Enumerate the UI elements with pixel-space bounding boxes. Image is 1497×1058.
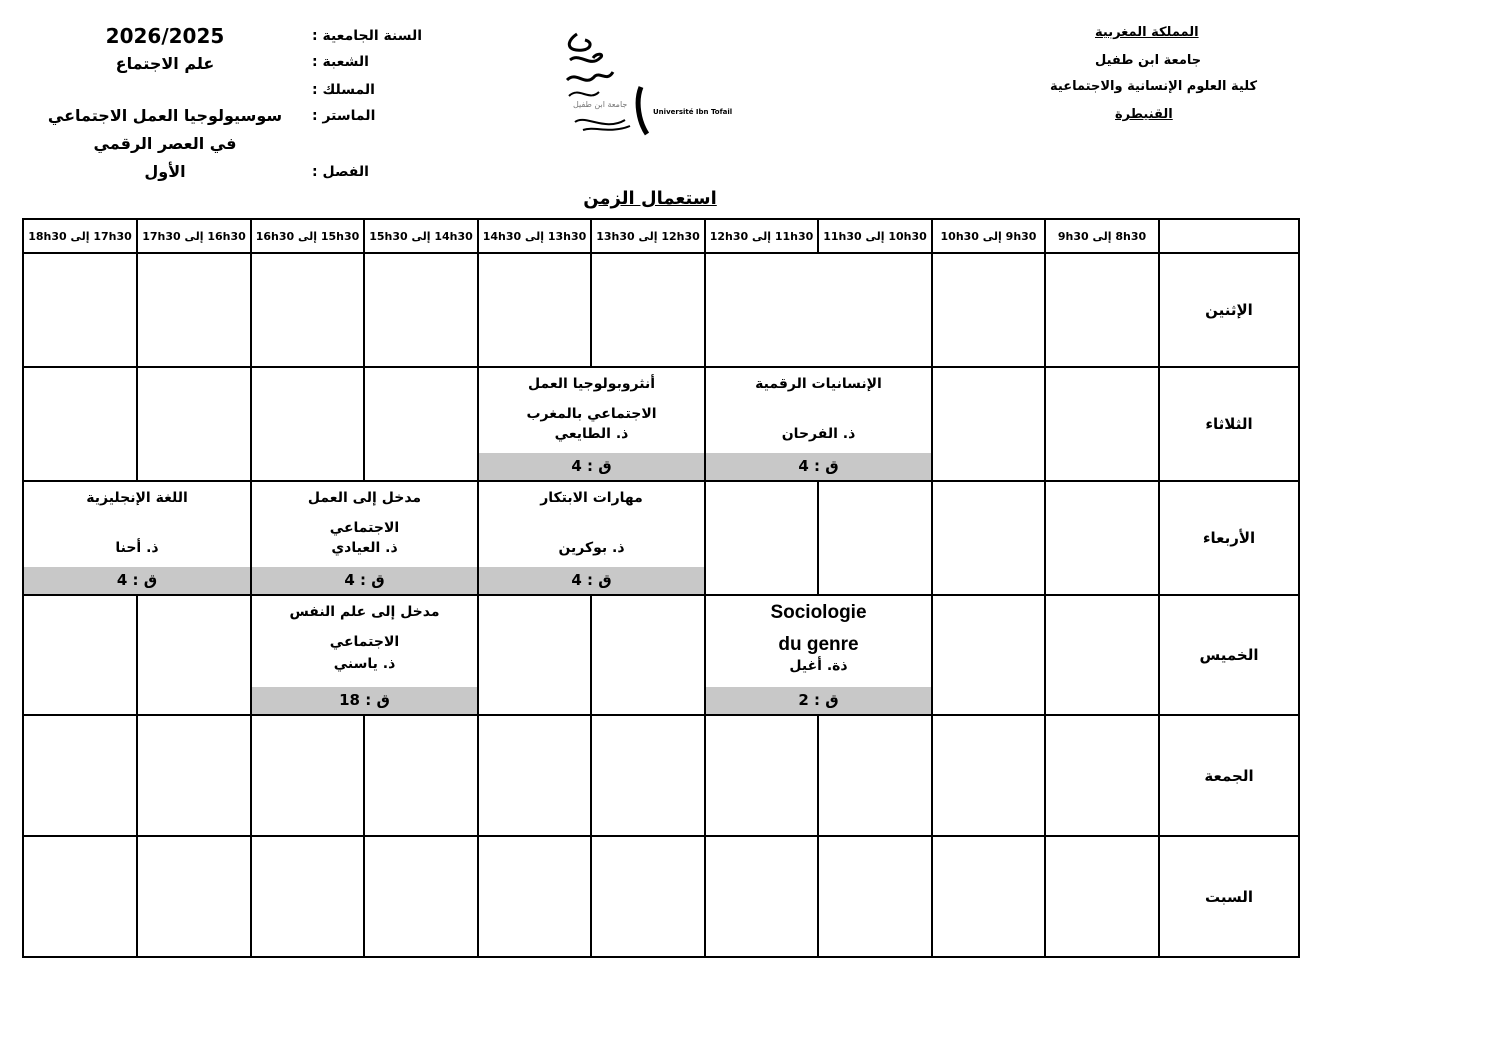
course-name-line2: du genre [778, 633, 859, 655]
course-name: Sociologie [770, 601, 867, 623]
slot-cell [1045, 836, 1159, 957]
course-block [251, 595, 478, 716]
course-name: اللغة الإنجليزية [86, 489, 188, 506]
slot-cell [932, 253, 1045, 367]
slot-cell [23, 836, 137, 957]
kingdom-text: المملكة المغربية [1095, 25, 1199, 40]
course-block [705, 595, 932, 716]
day-label: الخميس [1159, 595, 1299, 716]
course-professor: ذ. الطايعي [554, 425, 629, 442]
slot-cell [364, 253, 478, 367]
course-room: ق : 4 [252, 567, 477, 594]
course-name-line2: الاجتماعي [329, 519, 400, 536]
time-header-cell: 12h30 إلى 13h30 [591, 219, 705, 253]
logo-glyph [555, 22, 735, 147]
course-block [705, 367, 932, 481]
year-value: 2026/2025 [105, 24, 225, 48]
slot-cell [23, 715, 137, 836]
slot-cell [364, 715, 478, 836]
slot-cell [818, 481, 932, 595]
course-block [251, 481, 478, 595]
course-professor: ذة. أغيل [789, 657, 848, 674]
course-room: ق : 2 [706, 687, 931, 714]
faculty-text: كلية العلوم الإنسانية والاجتماعية [1050, 79, 1258, 94]
time-header-cell: 10h30 إلى 11h30 [818, 219, 932, 253]
semester-value: الأول [144, 162, 186, 181]
course-professor: ذ. أحنا [115, 539, 159, 556]
slot-cell [137, 836, 251, 957]
course-innovation-skills [479, 482, 704, 594]
time-header-cell: 11h30 إلى 12h30 [705, 219, 818, 253]
slot-cell [137, 253, 251, 367]
year-label: السنة الجامعية : [312, 28, 423, 44]
time-header-cell: 8h30 إلى 9h30 [1045, 219, 1159, 253]
slot-cell [251, 367, 364, 481]
day-row-wednesday [23, 481, 1299, 595]
day-row-tuesday [23, 367, 1299, 481]
slot-cell [932, 836, 1045, 957]
day-label: الإثنين [1159, 253, 1299, 367]
course-professor: ذ. الفرحان [781, 425, 856, 442]
course-english [24, 482, 250, 594]
slot-cell [137, 595, 251, 716]
corner-cell [1159, 219, 1299, 253]
slot-cell [251, 715, 364, 836]
time-header-cell: 15h30 إلى 16h30 [251, 219, 364, 253]
slot-cell [591, 253, 705, 367]
slot-cell [478, 253, 591, 367]
slot-cell [1045, 481, 1159, 595]
slot-cell [478, 836, 591, 957]
course-anthropology [479, 368, 704, 480]
time-header-cell: 17h30 إلى 18h30 [23, 219, 137, 253]
course-room: ق : 4 [479, 453, 704, 480]
page-title: استعمال الزمن [583, 188, 717, 209]
slot-cell [1045, 253, 1159, 367]
slot-cell [705, 836, 818, 957]
slot-cell [364, 367, 478, 481]
course-block [23, 481, 251, 595]
logo-latin-text: Université Ibn Tofail [653, 108, 733, 116]
day-label: السبت [1159, 836, 1299, 957]
master-value-line2: في العصر الرقمي [93, 134, 237, 153]
timetable [22, 218, 1300, 958]
day-row-saturday [23, 836, 1299, 957]
slot-cell [705, 481, 818, 595]
course-digital-humanities [706, 368, 931, 480]
time-header-cell: 13h30 إلى 14h30 [478, 219, 591, 253]
course-name-line2: الاجتماعي [329, 633, 400, 650]
course-sociology-of-gender [706, 596, 931, 715]
course-room: ق : 4 [479, 567, 704, 594]
course-room: ق : 4 [706, 453, 931, 480]
logo-arabic-text: جامعة ابن طفيل [573, 100, 628, 109]
master-label: الماستر : [312, 108, 376, 124]
slot-cell [818, 715, 932, 836]
slot-cell [932, 481, 1045, 595]
slot-cell [478, 715, 591, 836]
slot-cell [478, 595, 591, 716]
course-name: مهارات الابتكار [540, 489, 643, 506]
course-room: ق : 18 [252, 687, 477, 714]
course-name: مدخل إلى علم النفس [289, 603, 440, 620]
course-room: ق : 4 [24, 567, 250, 594]
course-block [478, 481, 705, 595]
time-header-cell: 16h30 إلى 17h30 [137, 219, 251, 253]
slot-cell [932, 367, 1045, 481]
slot-cell [137, 715, 251, 836]
time-header-cell: 9h30 إلى 10h30 [932, 219, 1045, 253]
slot-cell [23, 595, 137, 716]
time-header-cell: 14h30 إلى 15h30 [364, 219, 478, 253]
day-row-thursday [23, 595, 1299, 716]
course-intro-social-work [252, 482, 477, 594]
slot-cell [591, 836, 705, 957]
university-logo [555, 22, 735, 147]
day-label: الأربعاء [1159, 481, 1299, 595]
track-label: المسلك : [312, 82, 375, 98]
slot-cell [1045, 715, 1159, 836]
course-intro-social-psychology [252, 596, 477, 715]
course-name: مدخل إلى العمل [307, 489, 422, 506]
slot-cell [591, 715, 705, 836]
day-label: الثلاثاء [1159, 367, 1299, 481]
slot-cell [818, 836, 932, 957]
slot-cell [1045, 595, 1159, 716]
slot-cell [23, 367, 137, 481]
time-header-row [23, 219, 1299, 253]
slot-cell [705, 253, 932, 367]
course-professor: ذ. ياسني [333, 655, 396, 672]
master-value-line1: سوسيولوجيا العمل الاجتماعي [47, 106, 283, 125]
course-professor: ذ. العيادي [331, 539, 398, 556]
slot-cell [932, 595, 1045, 716]
course-name-line2: الاجتماعي بالمغرب [526, 405, 657, 422]
slot-cell [23, 253, 137, 367]
slot-cell [1045, 367, 1159, 481]
slot-cell [705, 715, 818, 836]
slot-cell [251, 253, 364, 367]
branch-label: الشعبة : [312, 54, 369, 70]
slot-cell [251, 836, 364, 957]
city-text: القنيطرة [1115, 107, 1173, 122]
day-row-friday [23, 715, 1299, 836]
day-row-monday [23, 253, 1299, 367]
branch-value: علم الاجتماع [115, 54, 215, 73]
semester-label: الفصل : [312, 164, 369, 180]
university-text: جامعة ابن طفيل [1095, 53, 1202, 68]
day-label: الجمعة [1159, 715, 1299, 836]
slot-cell [137, 367, 251, 481]
slot-cell [932, 715, 1045, 836]
course-block [478, 367, 705, 481]
course-name: الإنسانيات الرقمية [755, 375, 882, 392]
course-name: أنثروبولوجيا العمل [527, 375, 656, 392]
slot-cell [591, 595, 705, 716]
slot-cell [364, 836, 478, 957]
course-professor: ذ. بوكرين [558, 539, 625, 556]
